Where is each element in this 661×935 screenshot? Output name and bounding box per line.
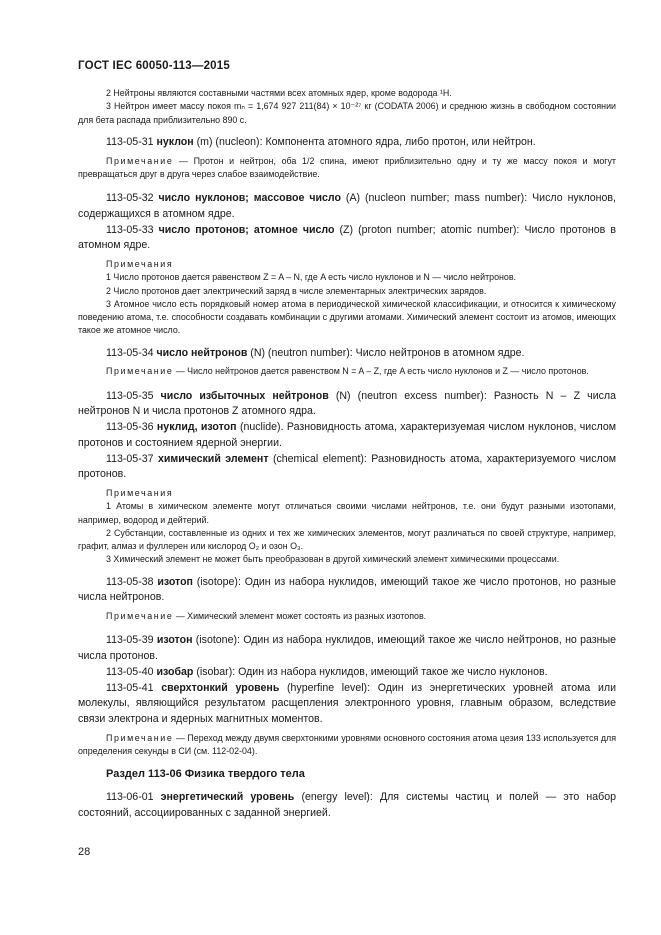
entry-term: число нуклонов; массовое число <box>158 192 341 205</box>
entry-113-05-31 <box>78 135 616 151</box>
note-label: Примечание <box>106 611 174 622</box>
entry-number: 113-06-01 <box>106 791 154 804</box>
entry-term: число нейтронов <box>156 346 248 359</box>
note-113-05-37-2: 2 Субстанции, составленные из одних и тех же химических элементов, могут различаться по своей структуре, например, графит, алмаз и фуллерен или кислород O₂ и озон O₃. <box>78 527 616 552</box>
entry-113-06-01 <box>78 790 616 821</box>
entry-term: число избыточных нейтронов <box>160 389 329 402</box>
entry-term: число протонов; атомное число <box>158 223 335 236</box>
entry-113-05-34 <box>78 346 616 362</box>
entry-113-05-32 <box>78 191 616 222</box>
entry-definition: (energy level): Для системы частиц и полей — это набор состояний, ассоциированных с заданной энергией. <box>78 791 616 819</box>
entry-term: изотон <box>156 634 193 647</box>
note-neutron-2: 2 Нейтроны являются составными частями всех атомных ядер, кроме водорода ¹H. <box>106 88 452 98</box>
note-113-05-37-3: 3 Химический элемент не может быть преобразован в другой химический элемент химическими процессами. <box>106 554 560 565</box>
entry-number: 113-05-37 <box>106 452 154 465</box>
note-text: — Переход между двумя сверхтонкими уровнями основного состояния атома цезия 133 используется для определения секунды в СИ (см. 112-02-04). <box>78 732 616 756</box>
entry-term: нуклон <box>156 135 194 148</box>
entry-term: изотоп <box>157 575 193 588</box>
entry-definition: (N) (neutron number): Число нейтронов в атомном ядре. <box>247 346 525 359</box>
note-label: Примечание <box>106 155 174 166</box>
entry-113-05-33 <box>78 223 616 254</box>
entry-113-05-36 <box>78 420 616 451</box>
entry-definition: (chemical element): Разновидность атома, характеризуемого числом протонов. <box>78 452 616 481</box>
note-113-05-38 <box>78 610 616 623</box>
note-label: Примечание <box>106 366 174 377</box>
entry-number: 113-05-36 <box>106 421 154 434</box>
note-text: — Химический элемент может состоять из разных изотопов. <box>173 611 427 622</box>
note-113-05-31 <box>78 155 616 182</box>
entry-113-05-40 <box>78 665 616 681</box>
notes-label-113-05-37: Примечания <box>106 488 174 498</box>
entry-number: 113-05-40 <box>106 665 154 678</box>
section-title: Раздел 113-06 Физика твердого тела <box>106 768 305 781</box>
entry-113-05-35 <box>78 389 616 420</box>
entry-number: 113-05-41 <box>106 681 154 694</box>
entry-number: 113-05-31 <box>106 135 154 148</box>
note-113-05-37-1: 1 Атомы в химическом элементе могут отличаться своими числами нейтронов, т.е. они будут разными изотопами, например, водород и дейтерий. <box>78 501 616 525</box>
entry-113-05-39 <box>78 633 616 664</box>
entry-definition: (Z) (proton number; atomic number): Число протонов в атомном ядре. <box>78 223 616 252</box>
document-header: ГОСТ IEC 60050-113—2015 <box>78 60 230 72</box>
entry-number: 113-05-35 <box>106 389 154 402</box>
note-113-05-41 <box>78 732 616 759</box>
entry-number: 113-05-33 <box>106 223 154 236</box>
entry-113-05-38 <box>78 575 616 606</box>
note-113-05-33-3: 3 Атомное число есть порядковый номер атома в периодической химической классификации, и относится к химическому поведению атома, т.е. способности создавать комбинации с другими атомами. Химический элемент состоит из атомов, имеющих такое же атомное число. <box>78 298 616 336</box>
entry-113-05-41 <box>78 681 616 728</box>
entry-definition: (N) (neutron excess number): Разность N – Z числа нейтронов N и числа протонов Z атомного ядра. <box>78 389 616 418</box>
entry-term: энергетический уровень <box>160 791 295 804</box>
entry-number: 113-05-38 <box>106 575 154 588</box>
entry-term: сверхтонкий уровень <box>161 681 280 694</box>
entry-113-05-37 <box>78 452 616 483</box>
note-label: Примечание <box>106 732 174 743</box>
note-text: — Протон и нейтрон, оба 1/2 спина, имеют приблизительно одну и ту же массу покоя и могут превращаться друг в друга через слабое взаимодействие. <box>78 155 616 179</box>
note-113-05-33-2: 2 Число протонов дает электрический заряд в числе элементарных электрических зарядов. <box>106 285 487 296</box>
entry-term: химический элемент <box>157 452 269 465</box>
entry-definition: (A) (nucleon number; mass number): Число нуклонов, содержащихся в атомном ядре. <box>78 192 616 220</box>
entry-term: нуклид, изотоп <box>156 421 237 434</box>
note-text: — Число нейтронов дается равенством N = A – Z, где A есть число нуклонов и Z — число протонов. <box>173 366 589 377</box>
document-body <box>78 87 616 822</box>
entry-number: 113-05-39 <box>106 634 154 647</box>
entry-number: 113-05-34 <box>106 346 154 359</box>
note-neutron-3: 3 Нейтрон имеет массу покоя mₙ = 1,674 927 211(84) × 10⁻²⁷ кг (CODATA 2006) и среднюю жизнь в свободном состоянии для бета распада приблизительно 890 с. <box>78 101 616 125</box>
note-113-05-34 <box>78 365 616 378</box>
entry-number: 113-05-32 <box>106 192 154 205</box>
page-number: 28 <box>78 846 91 858</box>
entry-definition: (isobar): Один из набора нуклидов, имеющий такое же число нуклонов. <box>193 665 548 678</box>
note-113-05-33-1: 1 Число протонов дается равенством Z = A – N, где A есть число нуклонов и N — число нейтронов. <box>106 272 517 283</box>
notes-label-113-05-33: Примечания <box>106 259 174 269</box>
entry-term: изобар <box>156 665 194 678</box>
entry-definition: (m) (nucleon): Компонента атомного ядра, либо протон, или нейтрон. <box>193 135 536 148</box>
entry-definition: (hyperfine level): Один из энергетических уровней атома или молекулы, являющийся результатом расщепления электронного уровня, главным образом, вследствие связи электрона и ядерных магнитных моментов. <box>78 681 616 725</box>
entry-definition: (isotope): Один из набора нуклидов, имеющий такое же число протонов, но разные числа нейтронов. <box>78 575 616 604</box>
entry-definition: (isotone): Один из набора нуклидов, имеющий такое же число нейтронов, но разные числа протонов. <box>78 634 616 663</box>
entry-definition: (nuclide). Разновидность атома, характеризуемая числом нуклонов, числом протонов и состоянием ядерной энергии. <box>78 421 616 449</box>
